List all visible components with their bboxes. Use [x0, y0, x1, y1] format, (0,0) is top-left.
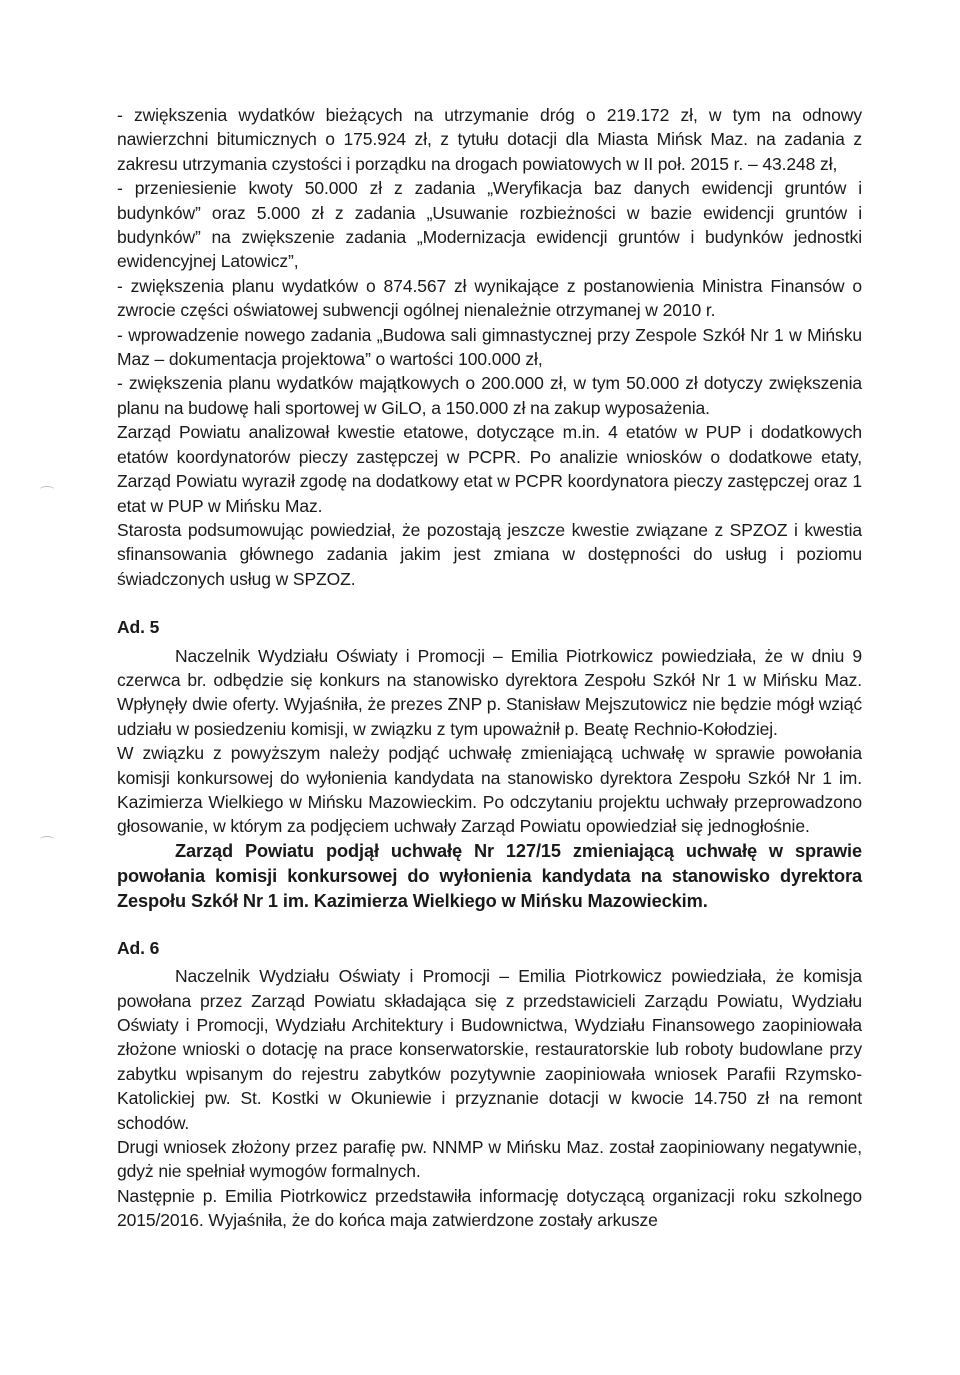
paragraph-land-registry: - przeniesienie kwoty 50.000 zł z zadania „Weryfikacja baz danych ewidencji gruntów i budynków” oraz 5.000 zł z zadania „Usuwanie rozbieżności w bazie ewidencji gruntów i budynków” na zwiększenie zadania „Modernizacja ewidencji gruntów i budynków jednostki ewidencyjnej Latowicz”, — [117, 178, 862, 272]
ad6-paragraph-1: Naczelnik Wydziału Oświaty i Promocji – Emilia Piotrkowicz powiedziała, że komisja powołana przez Zarząd Powiatu składająca się z przedstawicieli Zarządu Powiatu, Wydziału Oświaty i Promocji, Wydziału Architektury i Budownictwa, Wydziału Finansowego zaopiniowała złożone wnioski o dotację na prace konserwatorskie, restauratorskie lub roboty budowlane przy zabytku wpisanym do rejestru zabytków pozytywnie zaopiniowała wniosek Parafii Rzymsko-Katolickiej pw. St. Kostki w Okuniewie i przyznanie dotacji w kwocie 14.750 zł na remont schodów. — [117, 966, 862, 1133]
ad5-paragraph-1: Naczelnik Wydziału Oświaty i Promocji – Emilia Piotrkowicz powiedziała, że w dniu 9 czerwca br. odbędzie się konkurs na stanowisko dyrektora Zespołu Szkół Nr 1 w Mińsku Maz. Wpłynęły dwie oferty. Wyjaśniła, że prezes ZNP p. Stanisław Mejszutowicz nie będzie mógł wziąć udziału w posiedzeniu komisji, w związku z tym upoważnił p. Beatę Rechnio-Kołodziej. — [117, 645, 862, 739]
paragraph-road-expenses: - zwiększenia wydatków bieżących na utrzymanie dróg o 219.172 zł, w tym na odnowy nawierzchni bitumicznych o 175.924 zł, z tytułu dotacji dla Miasta Mińsk Maz. na zadania z zakresu utrzymania czystości i porządku na drogach powiatowych w II poł. 2015 r. – 43.248 zł, — [117, 105, 862, 174]
punch-hole-mark — [40, 836, 54, 843]
punch-hole-mark — [40, 486, 54, 493]
ad6-paragraph-3: Następnie p. Emilia Piotrkowicz przedstawiła informację dotyczącą organizacji roku szkolnego 2015/2016. Wyjaśniła, że do końca maja zatwierdzone zostały arkusze — [117, 1185, 862, 1231]
ad6-paragraph-2: Drugi wniosek złożony przez parafię pw. NNMP w Mińsku Maz. został zaopiniowany negatywnie, gdyż nie spełniał wymogów formalnych. — [117, 1137, 862, 1182]
paragraph-education-subsidy: - zwiększenia planu wydatków o 874.567 zł wynikające z postanowienia Ministra Finansów o zwrocie części oświatowej subwencji ogólnej nienależnie otrzymanej w 2010 r. — [117, 275, 862, 321]
section-heading-ad6: Ad. 6 — [117, 937, 160, 958]
paragraph-staffing: Zarząd Powiatu analizował kwestie etatowe, dotyczące m.in. 4 etatów w PUP i dodatkowych etatów koordynatorów pieczy zastępczej w PCPR. Po analizie wniosków o dodatkowe etaty, Zarząd Powiatu wyraził zgodę na dodatkowy etat w PCPR koordynatora pieczy zastępczej oraz 1 etat w PUP w Mińsku Maz. — [117, 422, 862, 516]
ad5-resolution: Zarząd Powiatu podjął uchwałę Nr 127/15 zmieniającą uchwałę w sprawie powołania komisji konkursowej do wyłonienia kandydata na stanowisko dyrektora Zespołu Szkół Nr 1 im. Kazimierza Wielkiego w Mińsku Mazowieckim. — [117, 840, 862, 911]
section-heading-ad5: Ad. 5 — [117, 617, 160, 638]
paragraph-gym-project: - wprowadzenie nowego zadania „Budowa sali gimnastycznej przy Zespole Szkół Nr 1 w Mińsku Maz – dokumentacja projektowa” o wartości 100.000 zł, — [117, 324, 862, 370]
document-body — [117, 103, 862, 1233]
ad5-paragraph-2: W związku z powyższym należy podjąć uchwałę zmieniającą uchwałę w sprawie powołania komisji konkursowej do wyłonienia kandydata na stanowisko dyrektora Zespołu Szkół Nr 1 im. Kazimierza Wielkiego w Mińsku Mazowieckim. Po odczytaniu projektu uchwały przeprowadzono głosowanie, w którym za podjęciem uchwały Zarząd Powiatu opowiedział się jednogłośnie. — [117, 743, 862, 837]
paragraph-capital-expenses: - zwiększenia planu wydatków majątkowych o 200.000 zł, w tym 50.000 zł dotyczy zwiększenia planu na budowę hali sportowej w GiLO, a 150.000 zł na zakup wyposażenia. — [117, 373, 862, 418]
paragraph-spzoz: Starosta podsumowując powiedział, że pozostają jeszcze kwestie związane z SPZOZ i kwestia sfinansowania głównego zadania jakim jest zmiana w dostępności do usług i poziomu świadczonych usług w SPZOZ. — [117, 519, 862, 589]
